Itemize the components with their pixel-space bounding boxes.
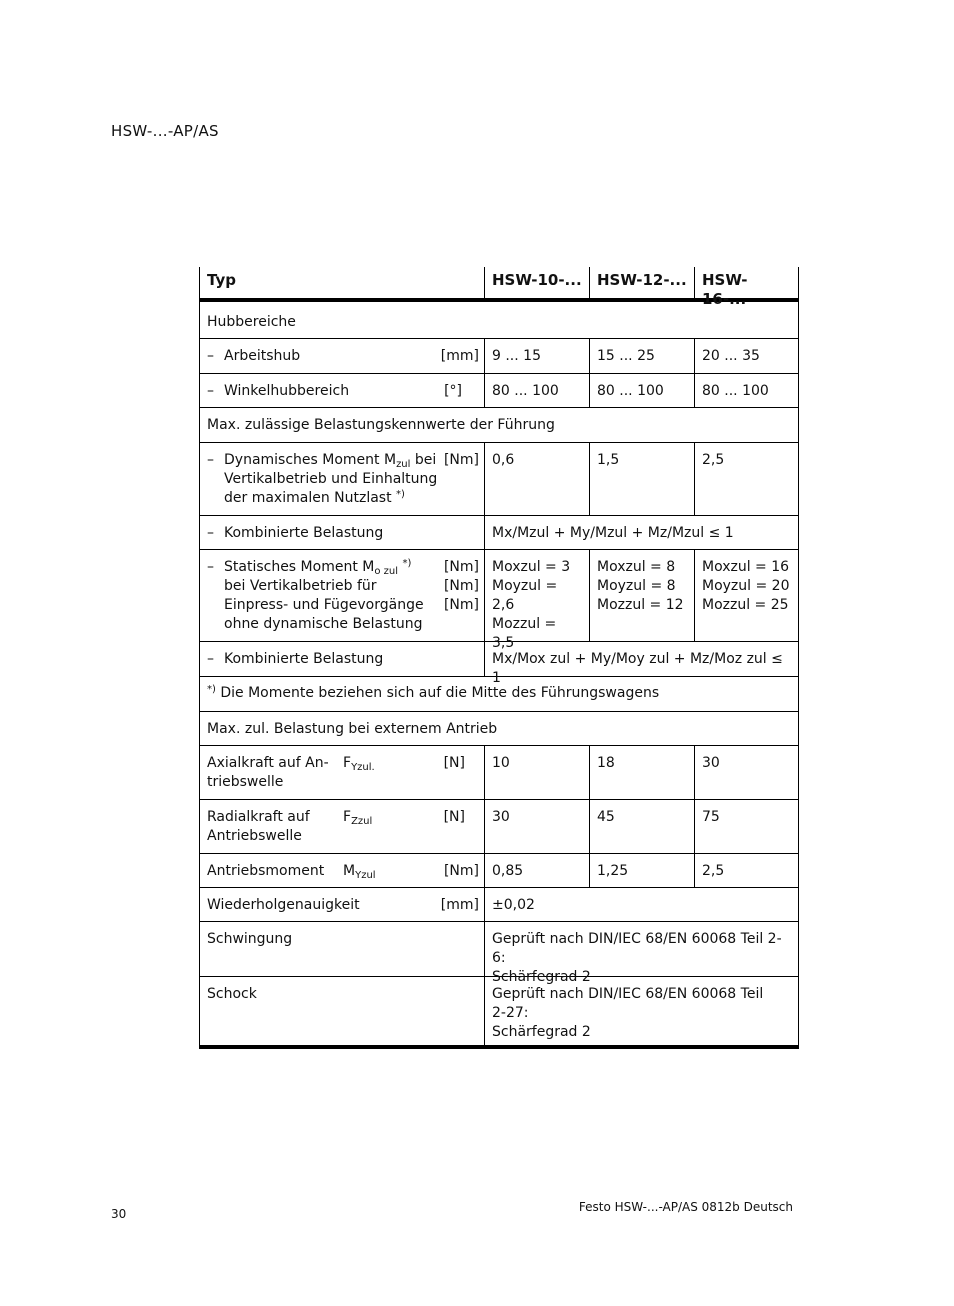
unit: [Nm]	[443, 578, 479, 594]
row-statisches-moment	[199, 550, 799, 651]
row-schock	[199, 977, 799, 1049]
units	[444, 558, 479, 615]
unit: [mm]	[440, 348, 479, 364]
section-title: Max. zulässige Belastungskennwerte der Führung	[207, 417, 555, 433]
moment-value: Moxzul = 8	[597, 559, 676, 575]
symbol-subscript: Zzul	[351, 816, 373, 827]
value-hsw-16: 2,5	[694, 854, 798, 887]
header-hsw-10: HSW-10-...	[484, 267, 589, 298]
label-cell	[200, 888, 484, 921]
page-number: 30	[111, 1207, 127, 1221]
value-text: Schärfegrad 2	[492, 969, 591, 985]
symbol	[343, 754, 375, 773]
unit: [N]	[443, 755, 465, 771]
value: ±0,02	[484, 888, 798, 921]
symbol-letter: F	[343, 809, 352, 825]
section-max-fuehrung	[199, 408, 799, 443]
label-cell	[200, 854, 484, 887]
footnote-text: Die Momente beziehen sich auf die Mitte des Führungswagens	[215, 685, 660, 701]
value-hsw-10: 0,6	[484, 443, 589, 515]
dash: –	[207, 348, 214, 364]
label-text: bei Vertikalbetrieb für	[224, 578, 377, 594]
header-typ: Typ	[207, 271, 236, 289]
row-wiederholgenauigkeit	[199, 888, 799, 922]
row-label	[224, 451, 437, 508]
value-hsw-16: 2,5	[694, 443, 798, 515]
row-label	[224, 558, 424, 634]
formula: Mx/Mox zul + My/Moy zul + Mz/Moz zul ≤ 1	[484, 642, 798, 676]
footer-doc-id: Festo HSW-...-AP/AS 0812b Deutsch	[578, 1200, 793, 1214]
value-hsw-12: 1,5	[589, 443, 694, 515]
row-arbeitshub	[199, 339, 799, 374]
dash: –	[207, 651, 214, 667]
label-text: Antriebswelle	[207, 828, 302, 844]
value-hsw-10: 9 ... 15	[484, 339, 589, 373]
dash: –	[207, 452, 214, 468]
value-hsw-12: 45	[589, 800, 694, 853]
value-hsw-10: 10	[484, 746, 589, 799]
section-title: Hubbereiche	[207, 314, 296, 330]
moment-value: Mozzul = 3,5	[492, 616, 557, 651]
section-title: Max. zul. Belastung bei externem Antrieb	[207, 721, 498, 737]
value-text: 2-27:	[492, 1005, 529, 1021]
unit: [°]	[444, 383, 462, 399]
label-subscript: zul	[396, 459, 411, 470]
label-cell	[200, 746, 484, 799]
unit: [Nm]	[443, 597, 479, 613]
row-label: Arbeitshub	[224, 348, 301, 364]
row-axialkraft	[199, 746, 799, 800]
row-label: Schock	[207, 986, 257, 1002]
row-schwingung	[199, 922, 799, 985]
row-footnote	[199, 677, 799, 712]
moment-value: Moyzul = 8	[597, 578, 676, 594]
symbol	[343, 862, 376, 881]
row-label: Schwingung	[207, 931, 293, 947]
value-hsw-16: 20 ... 35	[694, 339, 798, 373]
row-dynamisches-moment	[199, 443, 799, 516]
formula: Mx/Mzul + My/Mzul + Mz/Mzul ≤ 1	[484, 516, 798, 549]
label-text: Statisches Moment M	[224, 559, 375, 575]
row-label: Kombinierte Belastung	[224, 651, 384, 667]
section-hubbereiche	[199, 302, 799, 339]
table-header-row	[199, 267, 799, 308]
label-text: der maximalen Nutzlast	[224, 490, 397, 506]
label-cell	[200, 516, 484, 549]
row-label: Winkelhubbereich	[224, 383, 350, 399]
dash: –	[207, 525, 214, 541]
value-text: Schärfegrad 2	[492, 1024, 591, 1040]
symbol	[343, 808, 372, 827]
label-text: Radialkraft auf	[207, 809, 310, 825]
moment-value: Mozzul = 12	[597, 597, 684, 613]
header-hsw-16: HSW-16-...	[694, 267, 798, 298]
label-text: bei	[410, 452, 437, 468]
unit: [Nm]	[443, 863, 479, 879]
symbol-letter: M	[343, 863, 356, 879]
value-hsw-16: 30	[694, 746, 798, 799]
symbol-subscript: Yzul.	[351, 762, 375, 773]
dash: –	[207, 383, 214, 399]
row-kombinierte-belastung-statisch	[199, 642, 799, 686]
label-text: ohne dynamische Belastung	[224, 616, 423, 632]
row-label: Kombinierte Belastung	[224, 525, 384, 541]
row-label: Wiederholgenauigkeit	[207, 897, 360, 913]
row-radialkraft	[199, 800, 799, 854]
value-text: Geprüft nach DIN/IEC 68/EN 60068 Teil	[492, 986, 764, 1002]
unit: [mm]	[440, 897, 479, 913]
dash: –	[207, 559, 214, 575]
row-winkelhubbereich	[199, 374, 799, 408]
technical-data-table	[199, 267, 799, 1049]
value-text: Geprüft nach DIN/IEC 68/EN 60068 Teil 2-6:	[492, 931, 782, 966]
row-label: Antriebsmoment	[207, 863, 325, 879]
value-hsw-12: 15 ... 25	[589, 339, 694, 373]
footnote-mark: *)	[402, 558, 412, 569]
label-cell	[200, 550, 484, 641]
value-hsw-12: 18	[589, 746, 694, 799]
label-text: Axialkraft auf An-	[207, 755, 329, 771]
moment-value: Mozzul = 25	[702, 597, 789, 613]
value-hsw-16	[694, 550, 798, 641]
unit: [N]	[443, 809, 465, 825]
symbol-letter: F	[343, 755, 352, 771]
label-cell	[200, 800, 484, 853]
row-label	[207, 754, 329, 792]
value-hsw-16: 80 ... 100	[694, 374, 798, 407]
label-cell	[200, 443, 484, 515]
unit: [Nm]	[443, 559, 479, 575]
value-hsw-16: 75	[694, 800, 798, 853]
value	[484, 922, 798, 985]
moment-value: Moyzul = 2,6	[492, 578, 558, 613]
value-hsw-10	[484, 550, 589, 651]
value-hsw-10: 80 ... 100	[484, 374, 589, 407]
unit: [Nm]	[443, 452, 479, 468]
label-text: Vertikalbetrieb und Einhaltung	[224, 471, 438, 487]
value-hsw-12: 1,25	[589, 854, 694, 887]
label-cell	[200, 339, 484, 373]
label-text: Dynamisches Moment M	[224, 452, 397, 468]
footnote-mark: *)	[207, 684, 216, 695]
value-hsw-10: 30	[484, 800, 589, 853]
section-max-extern	[199, 712, 799, 746]
value-hsw-10: 0,85	[484, 854, 589, 887]
header-hsw-12: HSW-12-...	[589, 267, 694, 298]
label-cell	[200, 374, 484, 407]
footnote-mark: *)	[396, 489, 405, 500]
label-text: Einpress- und Fügevorgänge	[224, 597, 424, 613]
label-cell	[200, 642, 484, 676]
footnote	[200, 677, 798, 711]
row-kombinierte-belastung	[199, 516, 799, 550]
value-hsw-12	[589, 550, 694, 641]
moment-value: Moxzul = 16	[702, 559, 790, 575]
page-header: HSW-...-AP/AS	[111, 122, 219, 140]
value-hsw-12: 80 ... 100	[589, 374, 694, 407]
moment-value: Moyzul = 20	[702, 578, 790, 594]
row-antriebsmoment	[199, 854, 799, 888]
moment-value: Moxzul = 3	[492, 559, 571, 575]
value	[484, 977, 798, 1045]
symbol-subscript: Yzul	[355, 870, 376, 881]
label-subscript: o zul	[374, 566, 399, 577]
row-label	[207, 808, 310, 846]
label-text: triebswelle	[207, 774, 284, 790]
